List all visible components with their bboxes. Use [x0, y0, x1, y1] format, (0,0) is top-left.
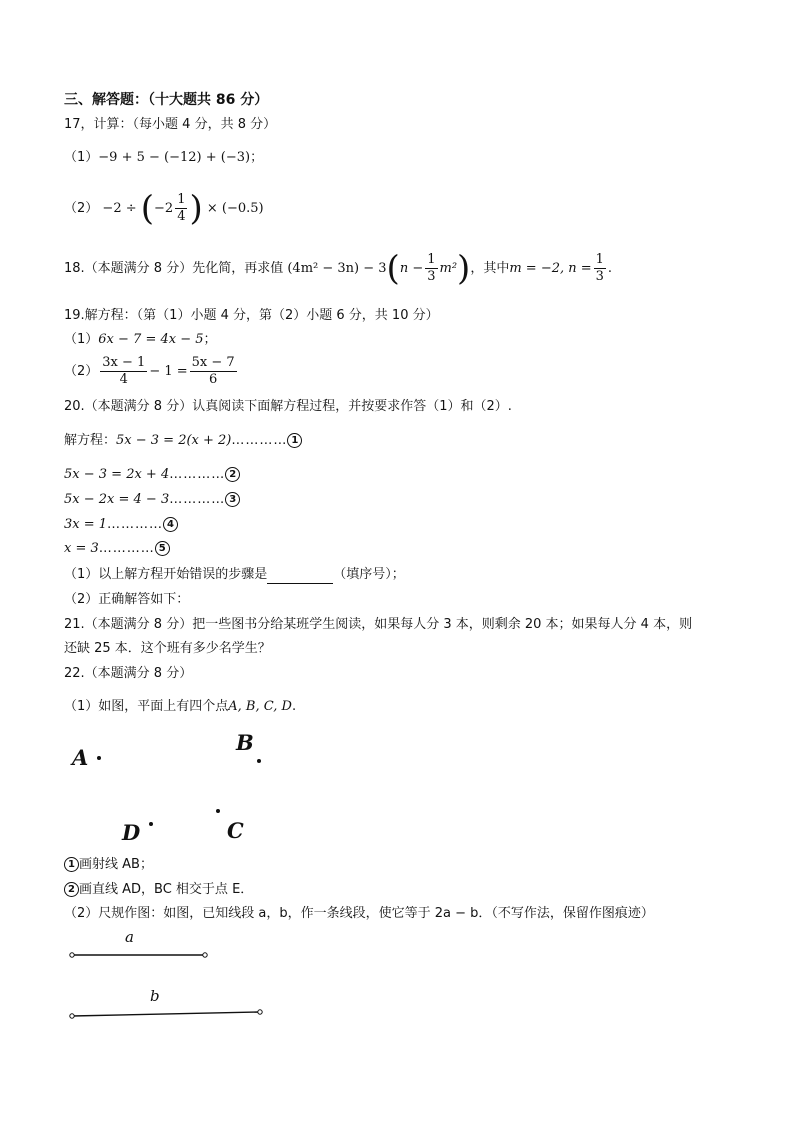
q17-p1-end: ；: [250, 150, 264, 165]
q17-p2-expr-b: × (−0.5): [206, 201, 264, 216]
step-number-badge: 5: [155, 541, 170, 556]
q17-p1-label: （1）: [64, 150, 99, 165]
step-number-badge: 1: [287, 433, 302, 448]
section-title: 三、解答题：（十大题共 86 分）: [64, 92, 269, 108]
step-expr: 5x − 2x = 4 − 3: [64, 492, 170, 507]
point-label-a: A: [72, 745, 89, 770]
fraction-numerator: 3x − 1: [102, 355, 146, 370]
fraction-numerator: 1: [177, 192, 186, 207]
q22-p1-points: A, B, C, D: [228, 699, 292, 714]
q18-prefix: 18.（本题满分 8 分）先化简，再求值: [64, 261, 284, 276]
q19-p2-label: （2）: [64, 364, 99, 379]
q21-line2: 还缺 25 本．这个班有多少名学生？: [64, 641, 271, 656]
right-paren: ): [457, 248, 471, 289]
q19-p1-label: （1）: [64, 332, 99, 347]
q18-end: .: [607, 261, 613, 276]
q20-header: 20.（本题满分 8 分）认真阅读下面解方程过程，并按要求作答（1）和（2）.: [64, 399, 512, 414]
task-number-badge: 2: [64, 882, 79, 897]
segment-a-end: [203, 953, 207, 957]
step-expr: 5x − 3 = 2x + 4: [64, 467, 170, 482]
fraction-numerator: 1: [595, 252, 604, 267]
step-dots: …………: [169, 492, 226, 507]
segment-a-label: a: [125, 928, 134, 946]
q17-p1-expr: −9 + 5 − (−12) + (−3): [98, 150, 251, 165]
segment-b-end: [258, 1010, 262, 1014]
segment-b-line: [72, 1012, 260, 1016]
q19-p1-expr: 6x − 7 = 4x − 5: [98, 332, 204, 347]
q22-part2: （2）尺规作图：如图，已知线段 a，b，作一条线段，使它等于 2a − b．（不写作法，保留作图痕迹）: [64, 906, 654, 921]
step-expr: x = 3: [64, 541, 99, 556]
q20-q1-text: （1）以上解方程开始错误的步骤是: [64, 567, 268, 582]
q20-q1-suffix: （填序号）；: [333, 567, 405, 582]
step-dots: …………: [98, 541, 155, 556]
point-label-d: D: [122, 820, 141, 845]
q18-middle: ，其中: [470, 261, 510, 276]
step-number-badge: 4: [163, 517, 178, 532]
segment-b-label: b: [150, 987, 160, 1005]
q18-expr-b: n −: [399, 261, 424, 276]
step-number-badge: 3: [225, 492, 240, 507]
q22-task1-text: 画射线 AB；: [79, 857, 153, 872]
q18-expr-a: (4m² − 3n) − 3: [287, 261, 387, 276]
fraction-denominator: 4: [119, 372, 128, 387]
point-label-c: C: [227, 818, 244, 843]
left-paren: (: [140, 188, 155, 229]
q18-cond: m = −2, n =: [509, 261, 592, 276]
q19-p1-end: ；: [203, 332, 217, 347]
q17-header: 17，计算：（每小题 4 分，共 8 分）: [64, 117, 277, 132]
fraction-numerator: 5x − 7: [191, 355, 235, 370]
q21-line1: 21.（本题满分 8 分）把一些图书分给某班学生阅读，如果每人分 3 本，则剩余 20 本；如果每人分 4 本，则: [64, 617, 693, 632]
fraction-denominator: 3: [595, 269, 604, 284]
q22-task2-text: 画直线 AD，BC 相交于点 E．: [79, 882, 254, 897]
step-dots: …………: [231, 433, 288, 448]
q22-p1-text: （1）如图，平面上有四个点: [64, 699, 229, 714]
segment-b-start: [70, 1014, 74, 1018]
q17-p2-expr-a: −2 ÷: [102, 201, 137, 216]
fraction-denominator: 3: [427, 269, 436, 284]
q22-header: 22.（本题满分 8 分）: [64, 666, 193, 681]
right-paren: ): [189, 188, 203, 229]
fraction-denominator: 6: [209, 372, 218, 387]
q20-question-2: （2）正确解答如下：: [64, 592, 190, 607]
step-number-badge: 2: [225, 467, 240, 482]
q19-header: 19.解方程：（第（1）小题 4 分，第（2）小题 6 分，共 10 分）: [64, 308, 439, 323]
q22-p1-end: .: [291, 699, 297, 714]
fraction-numerator: 1: [427, 252, 436, 267]
q17-p2-mixed-whole: −2: [154, 201, 174, 216]
step-expr: 3x = 1: [64, 517, 108, 532]
q17-p2-label: （2）: [64, 201, 99, 216]
task-number-badge: 1: [64, 857, 79, 872]
step-expr: 5x − 3 = 2(x + 2): [116, 433, 232, 448]
q18-expr-c: m²: [439, 261, 458, 276]
left-paren: (: [386, 248, 400, 289]
fraction-denominator: 4: [177, 209, 186, 224]
segment-a-start: [70, 953, 74, 957]
step-dots: …………: [107, 517, 164, 532]
q20-solve-label: 解方程：: [64, 433, 117, 448]
point-label-b: B: [236, 730, 254, 755]
step-dots: …………: [169, 467, 226, 482]
q19-p2-mid: − 1 =: [149, 364, 188, 379]
